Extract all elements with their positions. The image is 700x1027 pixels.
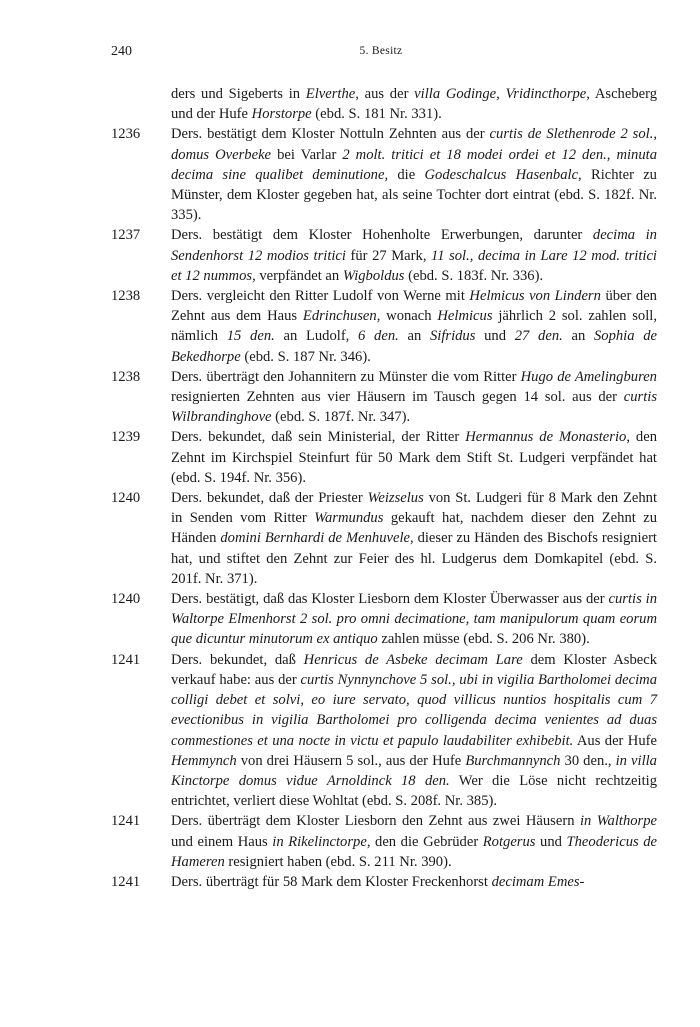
text-segment: Ders. bekundet, daß	[171, 651, 304, 668]
italic-segment: in Rikelinctorpe	[272, 833, 367, 850]
italic-segment: Henricus de Asbeke decimam Lare	[303, 651, 523, 668]
italic-segment: decima in Sendenhorst 12 modios tritici	[171, 227, 657, 264]
italic-segment: Weizselus	[367, 490, 424, 507]
text-segment: resignierten Zehnten aus vier Häusern im Tausch gegen 14 sol. aus der	[171, 389, 624, 406]
entry-list	[111, 84, 657, 892]
text-segment: (ebd. S. 183f. Nr. 336).	[404, 267, 544, 284]
text-segment: Ders. bestätigt dem Kloster Hohenholte Erwerbungen, darunter	[171, 227, 593, 244]
text-segment: Ders. bestätigt, daß das Kloster Liesborn dem Kloster Überwasser aus der	[171, 591, 609, 608]
entry-text	[171, 84, 657, 124]
italic-segment: Elverthe	[305, 86, 356, 102]
italic-segment: 2 molt. tritici et 18 modei ordei et 12 den., minuta decima sine qualibet deminutione	[171, 146, 657, 183]
text-segment: über den Zehnt aus dem Haus	[171, 288, 657, 325]
entry-year: 1241	[111, 873, 141, 890]
text-segment: Ders. bestätigt dem Kloster Nottuln Zehnten aus der	[171, 126, 490, 143]
text-segment: an	[398, 328, 430, 345]
text-segment: und einem Haus	[171, 833, 273, 850]
page-number: 240	[111, 44, 132, 59]
italic-segment: Horstorpe	[251, 106, 312, 123]
entry-text	[171, 872, 657, 892]
entry	[111, 84, 657, 124]
text-segment: an	[562, 328, 594, 345]
italic-segment: 6 den.	[358, 328, 399, 345]
entry	[111, 367, 657, 428]
text-segment: und	[535, 833, 567, 850]
entry-year: 1237	[111, 227, 141, 244]
text-segment: , den Zehnt im Kirchspiel Steinfurt für 50 Mark dem Stift St. Ludgeri verpfändet hat (ebd. S. 194f. Nr. 356).	[171, 429, 657, 486]
italic-segment: decimam Emes-	[491, 873, 585, 890]
italic-segment: in villa Kinctorpe domus vidue Arnoldinck 18 den.	[171, 752, 657, 789]
text-segment: Ders. überträgt für 58 Mark dem Kloster Freckenhorst	[171, 873, 492, 890]
italic-segment: Hemmynch	[171, 752, 237, 769]
italic-segment: Theodericus de Hameren	[171, 833, 658, 870]
entry-year: 1240	[111, 591, 141, 608]
italic-segment: Sophia de Bekedhorpe	[171, 328, 657, 365]
text-segment: (ebd. S. 187f. Nr. 347).	[271, 409, 411, 426]
text-segment: (ebd. S. 187 Nr. 346).	[240, 348, 371, 365]
entry-year: 1241	[111, 651, 141, 668]
entry-text	[171, 427, 657, 488]
text-segment: , dieser zu Händen des Bischofs resigniert hat, und stiftet den Zehnt zur Feier des hl. Ludgerus dem Domkapitel (ebd. S. 201f. Nr. 371).	[171, 530, 657, 587]
italic-segment: curtis Nynnynchove 5 sol., ubi in vigilia Bartholomei decima colligi debet et solvi, eo iure servato, quod villicus nuntios hospitalis cum 7 evectionibus in vigilia Bartholomei pro colligenda decima venientes ad duas commestiones et una nocte in victu et papulo laudabiliter exhibebit.	[171, 671, 657, 749]
italic-segment: Helmicus von Lindern	[469, 288, 601, 305]
italic-segment: in Walthorpe	[579, 813, 657, 830]
italic-segment: 27 den.	[514, 328, 563, 345]
entry	[111, 427, 657, 488]
italic-segment: curtis Wilbrandinghove	[171, 389, 657, 426]
text-segment: bei Varlar	[271, 146, 343, 163]
entry-text	[171, 124, 657, 225]
text-segment: , die	[384, 166, 425, 183]
text-segment: , wonach	[376, 308, 438, 325]
entry	[111, 225, 657, 286]
entry-year: 1239	[111, 429, 141, 446]
page-header	[111, 44, 651, 64]
text-segment: , den die Gebrüder	[366, 833, 483, 850]
entry-year: 1238	[111, 288, 141, 305]
text-segment: jährlich 2 sol. zahlen soll, nämlich	[171, 308, 657, 345]
text-segment: ders und Sigeberts in	[171, 86, 306, 102]
text-segment: Ders. bekundet, daß der Priester	[171, 490, 368, 507]
italic-segment: Wigboldus	[342, 267, 405, 284]
entry-text	[171, 225, 657, 286]
text-segment: , aus der	[355, 86, 415, 102]
text-segment: resigniert haben (ebd. S. 211 Nr. 390).	[224, 853, 452, 870]
entry	[111, 124, 657, 225]
text-segment: Ders. überträgt dem Kloster Liesborn den Zehnt aus zwei Häusern	[171, 813, 580, 830]
text-segment: von drei Häusern 5 sol., aus der Hufe	[236, 752, 466, 769]
text-segment: Wer die Löse nicht rechtzeitig entrichtet, verliert diese Wohltat (ebd. S. 208f. Nr. 385).	[171, 772, 657, 810]
text-segment: , verpfändet an	[252, 267, 343, 284]
entry-text	[171, 367, 657, 428]
text-segment: gekauft hat, nachdem dieser den Zehnt zu Händen	[171, 510, 657, 547]
text-segment: Ders. bekundet, daß sein Ministerial, der Ritter	[171, 429, 466, 446]
text-segment: , Ascheberg und der Hufe	[171, 86, 657, 123]
entry	[111, 488, 657, 589]
italic-segment: Edrinchusen	[302, 308, 377, 325]
italic-segment: curtis de Slethenrode 2 sol., domus Overbeke	[171, 126, 658, 163]
entry-text	[171, 286, 657, 367]
italic-segment: Rotgerus	[482, 833, 536, 850]
entry	[111, 872, 657, 892]
text-segment: Ders. überträgt den Johannitern zu Münster die vom Ritter	[171, 368, 521, 385]
text-segment: , Richter zu Münster, dem Kloster gegeben hat, als seine Tochter dort eintrat (ebd. S. 182f. Nr. 335).	[171, 166, 657, 224]
entry-year: 1238	[111, 368, 141, 385]
entry	[111, 650, 657, 812]
italic-segment: Sifridus	[429, 328, 476, 345]
text-segment: Ders. vergleicht den Ritter Ludolf von Werne mit	[171, 288, 470, 305]
entry-year: 1241	[111, 813, 141, 830]
text-segment: und	[475, 328, 515, 345]
italic-segment: Helmicus	[437, 308, 493, 325]
italic-segment: Hermannus de Monasterio	[465, 429, 627, 446]
italic-segment: curtis in Waltorpe Elmenhorst 2 sol. pro omni decimatione, tam manipulorum quam eorum que dicuntur minutorum ex antiquo	[171, 591, 657, 648]
running-head: 5. Besitz	[359, 45, 403, 57]
text-segment: von St. Ludgeri für 8 Mark den Zehnt in Senden vom Ritter	[171, 490, 657, 527]
text-segment: 30 den.,	[560, 752, 616, 769]
entry-year: 1240	[111, 490, 141, 507]
entry	[111, 589, 657, 650]
entry-text	[171, 589, 657, 650]
entry-year: 1236	[111, 126, 141, 143]
entry-text	[171, 488, 657, 589]
italic-segment: 11 sol., decima in Lare 12 mod. tritici et 12 nummos	[171, 247, 657, 284]
entry	[111, 811, 657, 872]
text-segment: an Ludolf,	[274, 328, 359, 345]
entry	[111, 286, 657, 367]
text-segment: zahlen müsse (ebd. S. 206 Nr. 380).	[377, 631, 590, 648]
text-segment: dem Kloster Asbeck verkauf habe: aus der	[171, 651, 658, 688]
text-segment: Aus der Hufe	[573, 732, 657, 749]
entry-text	[171, 811, 657, 872]
entry-text	[171, 650, 657, 812]
italic-segment: Burchmannynch	[465, 752, 561, 769]
italic-segment: villa Godinge, Vridincthorpe	[414, 86, 587, 102]
italic-segment: 15 den.	[226, 328, 275, 345]
italic-segment: domini Bernhardi de Menhuvele	[220, 530, 410, 547]
italic-segment: Godeschalcus Hasenbalc	[424, 166, 579, 183]
text-segment: für 27 Mark,	[345, 247, 432, 264]
italic-segment: Hugo de Amelingburen	[520, 368, 657, 385]
italic-segment: Warmundus	[314, 510, 384, 527]
text-segment: (ebd. S. 181 Nr. 331).	[311, 106, 442, 123]
